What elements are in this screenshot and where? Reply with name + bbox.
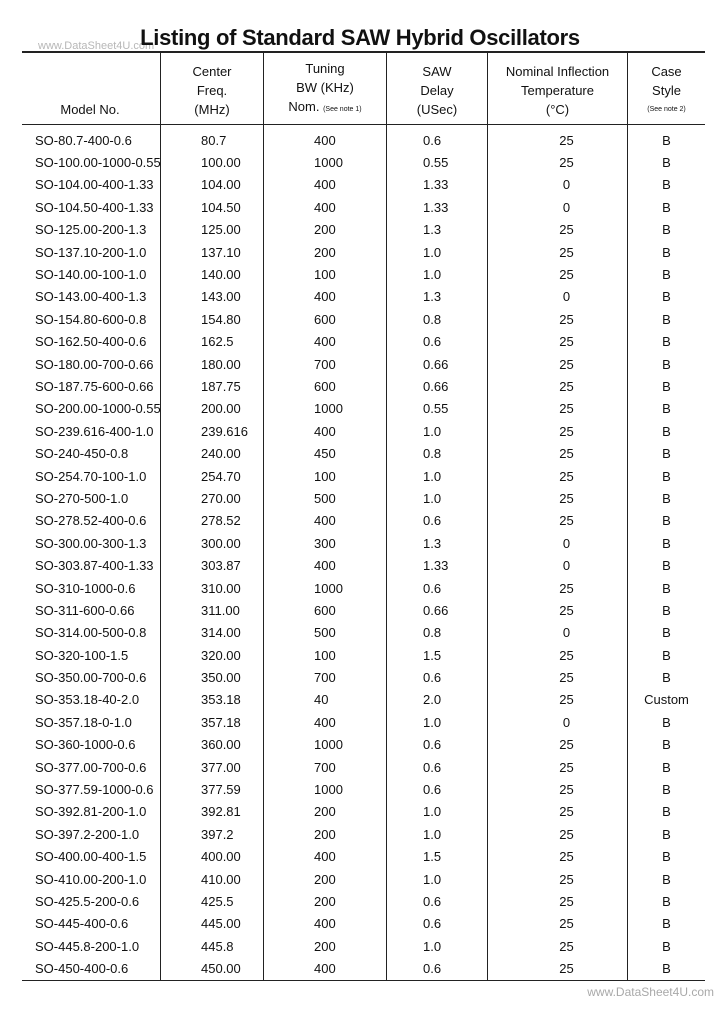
table-row bbox=[22, 644, 705, 666]
table-row bbox=[22, 125, 705, 152]
inflection-temp-cell: 25 bbox=[488, 846, 628, 868]
case-style-cell: B bbox=[628, 420, 706, 442]
tuning-bw-cell: 100 bbox=[264, 465, 387, 487]
inflection-temp-cell: 25 bbox=[488, 398, 628, 420]
saw-delay-cell: 0.6 bbox=[387, 957, 488, 980]
center-freq-cell: 360.00 bbox=[161, 734, 264, 756]
tuning-bw-cell: 500 bbox=[264, 487, 387, 509]
center-freq-cell: 425.5 bbox=[161, 890, 264, 912]
saw-delay-cell: 1.3 bbox=[387, 286, 488, 308]
table-row bbox=[22, 554, 705, 576]
table-row bbox=[22, 823, 705, 845]
case-style-cell: B bbox=[628, 711, 706, 733]
header-model bbox=[22, 52, 161, 125]
case-style-cell: B bbox=[628, 913, 706, 935]
model-cell: SO-360-1000-0.6 bbox=[35, 737, 136, 753]
saw-delay-cell: 0.8 bbox=[387, 622, 488, 644]
saw-delay-cell: 1.33 bbox=[387, 174, 488, 196]
model-cell: SO-377.59-1000-0.6 bbox=[35, 782, 154, 798]
model-cell: SO-410.00-200-1.0 bbox=[35, 871, 147, 887]
inflection-temp-cell: 25 bbox=[488, 442, 628, 464]
center-freq-cell: 137.10 bbox=[161, 241, 264, 263]
saw-delay-cell: 1.0 bbox=[387, 241, 488, 263]
model-cell: SO-125.00-200-1.3 bbox=[35, 222, 147, 238]
inflection-temp-cell: 25 bbox=[488, 331, 628, 353]
center-freq-cell: 300.00 bbox=[161, 532, 264, 554]
model-cell: SO-162.50-400-0.6 bbox=[35, 334, 147, 350]
tuning-bw-cell: 200 bbox=[264, 241, 387, 263]
header-text: Tuning bbox=[305, 61, 345, 76]
saw-delay-cell: 1.0 bbox=[387, 420, 488, 442]
saw-delay-cell: 0.6 bbox=[387, 778, 488, 800]
center-freq-cell: 200.00 bbox=[161, 398, 264, 420]
case-style-cell: B bbox=[628, 263, 706, 285]
saw-delay-cell: 0.55 bbox=[387, 151, 488, 173]
saw-delay-cell: 1.0 bbox=[387, 487, 488, 509]
inflection-temp-cell: 0 bbox=[488, 532, 628, 554]
saw-delay-cell: 0.8 bbox=[387, 308, 488, 330]
inflection-temp-cell: 25 bbox=[488, 689, 628, 711]
header-tuning-bw bbox=[264, 52, 387, 125]
model-cell: SO-445.8-200-1.0 bbox=[35, 938, 140, 954]
tuning-bw-cell: 40 bbox=[264, 689, 387, 711]
center-freq-cell: 392.81 bbox=[161, 801, 264, 823]
table-row bbox=[22, 398, 705, 420]
case-style-cell: B bbox=[628, 465, 706, 487]
center-freq-cell: 154.80 bbox=[161, 308, 264, 330]
table-row bbox=[22, 353, 705, 375]
model-cell: SO-239.616-400-1.0 bbox=[35, 423, 154, 439]
model-cell: SO-397.2-200-1.0 bbox=[35, 826, 140, 842]
model-cell: SO-314.00-500-0.8 bbox=[35, 625, 147, 641]
saw-delay-cell: 1.0 bbox=[387, 801, 488, 823]
page-title: Listing of Standard SAW Hybrid Oscillators bbox=[140, 25, 580, 50]
table-row bbox=[22, 375, 705, 397]
tuning-bw-cell: 600 bbox=[264, 375, 387, 397]
saw-delay-cell: 0.6 bbox=[387, 331, 488, 353]
model-cell: SO-104.00-400-1.33 bbox=[35, 177, 154, 193]
header-text: Case bbox=[651, 64, 682, 79]
tuning-bw-cell: 100 bbox=[264, 263, 387, 285]
table-body bbox=[22, 125, 705, 981]
center-freq-cell: 162.5 bbox=[161, 331, 264, 353]
case-style-cell: B bbox=[628, 196, 706, 218]
tuning-bw-cell: 400 bbox=[264, 174, 387, 196]
tuning-bw-cell: 1000 bbox=[264, 734, 387, 756]
center-freq-cell: 445.00 bbox=[161, 913, 264, 935]
model-cell: SO-278.52-400-0.6 bbox=[35, 513, 147, 529]
center-freq-cell: 270.00 bbox=[161, 487, 264, 509]
tuning-bw-cell: 400 bbox=[264, 125, 387, 152]
center-freq-cell: 353.18 bbox=[161, 689, 264, 711]
inflection-temp-cell: 0 bbox=[488, 622, 628, 644]
model-cell: SO-143.00-400-1.3 bbox=[35, 289, 147, 305]
header-text bbox=[266, 97, 384, 119]
header-saw-delay bbox=[387, 52, 488, 125]
inflection-temp-cell: 25 bbox=[488, 510, 628, 532]
table-header-row bbox=[22, 52, 705, 125]
center-freq-cell: 314.00 bbox=[161, 622, 264, 644]
center-freq-cell: 311.00 bbox=[161, 599, 264, 621]
case-style-cell: B bbox=[628, 935, 706, 957]
inflection-temp-cell: 25 bbox=[488, 375, 628, 397]
table-row bbox=[22, 219, 705, 241]
center-freq-cell: 310.00 bbox=[161, 577, 264, 599]
tuning-bw-cell: 400 bbox=[264, 420, 387, 442]
header-text: Nom. bbox=[288, 99, 320, 114]
watermark-top: www.DataSheet4U.com bbox=[38, 40, 155, 52]
inflection-temp-cell: 25 bbox=[488, 263, 628, 285]
center-freq-cell: 377.00 bbox=[161, 756, 264, 778]
saw-delay-cell: 0.66 bbox=[387, 375, 488, 397]
header-note: (See note 2) bbox=[647, 106, 686, 113]
saw-delay-cell: 0.66 bbox=[387, 353, 488, 375]
header-text: (°C) bbox=[545, 102, 570, 117]
case-style-cell: B bbox=[628, 957, 706, 980]
table-row bbox=[22, 151, 705, 173]
case-style-cell: B bbox=[628, 241, 706, 263]
table-row bbox=[22, 196, 705, 218]
saw-delay-cell: 1.5 bbox=[387, 644, 488, 666]
case-style-cell: B bbox=[628, 890, 706, 912]
table-row bbox=[22, 711, 705, 733]
inflection-temp-cell: 25 bbox=[488, 353, 628, 375]
tuning-bw-cell: 400 bbox=[264, 846, 387, 868]
saw-delay-cell: 1.0 bbox=[387, 935, 488, 957]
center-freq-cell: 180.00 bbox=[161, 353, 264, 375]
inflection-temp-cell: 25 bbox=[488, 913, 628, 935]
saw-delay-cell: 1.0 bbox=[387, 711, 488, 733]
saw-delay-cell: 0.6 bbox=[387, 666, 488, 688]
table-row bbox=[22, 263, 705, 285]
center-freq-cell: 100.00 bbox=[161, 151, 264, 173]
model-cell: SO-254.70-100-1.0 bbox=[35, 468, 147, 484]
center-freq-cell: 239.616 bbox=[161, 420, 264, 442]
table-row bbox=[22, 935, 705, 957]
tuning-bw-cell: 100 bbox=[264, 644, 387, 666]
model-cell: SO-311-600-0.66 bbox=[35, 602, 135, 618]
inflection-temp-cell: 0 bbox=[488, 286, 628, 308]
tuning-bw-cell: 200 bbox=[264, 219, 387, 241]
tuning-bw-cell: 700 bbox=[264, 666, 387, 688]
table-row bbox=[22, 420, 705, 442]
tuning-bw-cell: 1000 bbox=[264, 398, 387, 420]
inflection-temp-cell: 0 bbox=[488, 196, 628, 218]
inflection-temp-cell: 25 bbox=[488, 577, 628, 599]
header-note: (See note 1) bbox=[323, 106, 362, 113]
model-cell: SO-310-1000-0.6 bbox=[35, 580, 136, 596]
inflection-temp-cell: 25 bbox=[488, 420, 628, 442]
tuning-bw-cell: 400 bbox=[264, 331, 387, 353]
case-style-cell: B bbox=[628, 868, 706, 890]
case-style-cell: B bbox=[628, 442, 706, 464]
case-style-cell: B bbox=[628, 151, 706, 173]
tuning-bw-cell: 600 bbox=[264, 308, 387, 330]
model-cell: SO-180.00-700-0.66 bbox=[35, 356, 154, 372]
case-style-cell: B bbox=[628, 622, 706, 644]
saw-delay-cell: 1.3 bbox=[387, 532, 488, 554]
header-inflection-temp bbox=[488, 52, 628, 125]
inflection-temp-cell: 25 bbox=[488, 308, 628, 330]
center-freq-cell: 80.7 bbox=[161, 125, 264, 152]
case-style-cell: B bbox=[628, 286, 706, 308]
model-cell: SO-137.10-200-1.0 bbox=[35, 244, 147, 260]
inflection-temp-cell: 25 bbox=[488, 734, 628, 756]
case-style-cell: B bbox=[628, 353, 706, 375]
saw-delay-cell: 2.0 bbox=[387, 689, 488, 711]
inflection-temp-cell: 0 bbox=[488, 174, 628, 196]
model-cell: SO-240-450-0.8 bbox=[35, 446, 129, 462]
header-text: (MHz) bbox=[194, 102, 230, 117]
center-freq-cell: 350.00 bbox=[161, 666, 264, 688]
tuning-bw-cell: 500 bbox=[264, 622, 387, 644]
saw-delay-cell: 1.33 bbox=[387, 196, 488, 218]
center-freq-cell: 410.00 bbox=[161, 868, 264, 890]
model-cell: SO-445-400-0.6 bbox=[35, 916, 129, 932]
case-style-cell: B bbox=[628, 398, 706, 420]
case-style-cell: B bbox=[628, 532, 706, 554]
table-row bbox=[22, 510, 705, 532]
model-cell: SO-357.18-0-1.0 bbox=[35, 714, 132, 730]
center-freq-cell: 278.52 bbox=[161, 510, 264, 532]
inflection-temp-cell: 25 bbox=[488, 756, 628, 778]
inflection-temp-cell: 25 bbox=[488, 125, 628, 152]
header-model-label: Model No. bbox=[60, 102, 120, 117]
inflection-temp-cell: 25 bbox=[488, 644, 628, 666]
table-row bbox=[22, 442, 705, 464]
case-style-cell: B bbox=[628, 599, 706, 621]
model-cell: SO-140.00-100-1.0 bbox=[35, 267, 147, 283]
inflection-temp-cell: 25 bbox=[488, 599, 628, 621]
oscillator-table bbox=[22, 51, 705, 981]
saw-delay-cell: 0.6 bbox=[387, 890, 488, 912]
saw-delay-cell: 1.0 bbox=[387, 465, 488, 487]
case-style-cell: B bbox=[628, 125, 706, 152]
table-row bbox=[22, 577, 705, 599]
tuning-bw-cell: 400 bbox=[264, 711, 387, 733]
table-row bbox=[22, 846, 705, 868]
model-cell: SO-154.80-600-0.8 bbox=[35, 311, 147, 327]
case-style-cell: B bbox=[628, 734, 706, 756]
saw-delay-cell: 1.33 bbox=[387, 554, 488, 576]
table-row bbox=[22, 778, 705, 800]
tuning-bw-cell: 400 bbox=[264, 913, 387, 935]
center-freq-cell: 357.18 bbox=[161, 711, 264, 733]
case-style-cell: B bbox=[628, 577, 706, 599]
table-row bbox=[22, 868, 705, 890]
saw-delay-cell: 0.6 bbox=[387, 756, 488, 778]
model-cell: SO-400.00-400-1.5 bbox=[35, 849, 147, 865]
model-cell: SO-270-500-1.0 bbox=[35, 490, 129, 506]
table-row bbox=[22, 890, 705, 912]
case-style-cell: B bbox=[628, 801, 706, 823]
center-freq-cell: 240.00 bbox=[161, 442, 264, 464]
header-text: SAW bbox=[422, 64, 452, 79]
table-row bbox=[22, 331, 705, 353]
tuning-bw-cell: 450 bbox=[264, 442, 387, 464]
case-style-cell: B bbox=[628, 644, 706, 666]
center-freq-cell: 450.00 bbox=[161, 957, 264, 980]
header-text: Delay bbox=[420, 83, 454, 98]
table-row bbox=[22, 622, 705, 644]
model-cell: SO-200.00-1000-0.55 bbox=[35, 401, 161, 417]
header-text: Temperature bbox=[521, 83, 594, 98]
tuning-bw-cell: 600 bbox=[264, 599, 387, 621]
table-row bbox=[22, 913, 705, 935]
tuning-bw-cell: 200 bbox=[264, 801, 387, 823]
table-row bbox=[22, 957, 705, 980]
center-freq-cell: 397.2 bbox=[161, 823, 264, 845]
inflection-temp-cell: 25 bbox=[488, 465, 628, 487]
center-freq-cell: 445.8 bbox=[161, 935, 264, 957]
inflection-temp-cell: 25 bbox=[488, 241, 628, 263]
header-text: (USec) bbox=[416, 102, 458, 117]
case-style-cell: B bbox=[628, 554, 706, 576]
table-row bbox=[22, 487, 705, 509]
inflection-temp-cell: 25 bbox=[488, 487, 628, 509]
saw-delay-cell: 1.5 bbox=[387, 846, 488, 868]
center-freq-cell: 254.70 bbox=[161, 465, 264, 487]
center-freq-cell: 143.00 bbox=[161, 286, 264, 308]
center-freq-cell: 104.00 bbox=[161, 174, 264, 196]
saw-delay-cell: 0.55 bbox=[387, 398, 488, 420]
tuning-bw-cell: 1000 bbox=[264, 778, 387, 800]
model-cell: SO-100.00-1000-0.55 bbox=[35, 155, 161, 171]
case-style-cell: B bbox=[628, 823, 706, 845]
tuning-bw-cell: 1000 bbox=[264, 151, 387, 173]
inflection-temp-cell: 25 bbox=[488, 957, 628, 980]
inflection-temp-cell: 0 bbox=[488, 554, 628, 576]
tuning-bw-cell: 400 bbox=[264, 510, 387, 532]
center-freq-cell: 125.00 bbox=[161, 219, 264, 241]
model-cell: SO-350.00-700-0.6 bbox=[35, 670, 147, 686]
header-case-style bbox=[628, 52, 706, 125]
inflection-temp-cell: 25 bbox=[488, 823, 628, 845]
inflection-temp-cell: 25 bbox=[488, 219, 628, 241]
header-text: Freq. bbox=[196, 83, 228, 98]
model-cell: SO-80.7-400-0.6 bbox=[35, 132, 132, 148]
saw-delay-cell: 0.6 bbox=[387, 125, 488, 152]
header-center-freq bbox=[161, 52, 264, 125]
table-row bbox=[22, 599, 705, 621]
table-row bbox=[22, 801, 705, 823]
inflection-temp-cell: 25 bbox=[488, 151, 628, 173]
model-cell: SO-392.81-200-1.0 bbox=[35, 804, 147, 820]
case-style-cell: B bbox=[628, 756, 706, 778]
model-cell: SO-450-400-0.6 bbox=[35, 961, 129, 977]
saw-delay-cell: 1.0 bbox=[387, 868, 488, 890]
case-style-cell: B bbox=[628, 219, 706, 241]
tuning-bw-cell: 400 bbox=[264, 286, 387, 308]
inflection-temp-cell: 25 bbox=[488, 890, 628, 912]
center-freq-cell: 104.50 bbox=[161, 196, 264, 218]
inflection-temp-cell: 25 bbox=[488, 801, 628, 823]
case-style-cell: B bbox=[628, 510, 706, 532]
watermark-bottom: www.DataSheet4U.com bbox=[587, 985, 714, 999]
table-row bbox=[22, 666, 705, 688]
saw-delay-cell: 1.0 bbox=[387, 823, 488, 845]
inflection-temp-cell: 0 bbox=[488, 711, 628, 733]
saw-delay-cell: 0.6 bbox=[387, 734, 488, 756]
table-row bbox=[22, 734, 705, 756]
case-style-cell: B bbox=[628, 375, 706, 397]
header-text: Center bbox=[192, 64, 232, 79]
model-cell: SO-187.75-600-0.66 bbox=[35, 378, 154, 394]
model-cell: SO-377.00-700-0.6 bbox=[35, 759, 147, 775]
table-row bbox=[22, 756, 705, 778]
header-text: Style bbox=[652, 83, 681, 98]
table-row bbox=[22, 286, 705, 308]
tuning-bw-cell: 400 bbox=[264, 196, 387, 218]
center-freq-cell: 320.00 bbox=[161, 644, 264, 666]
saw-delay-cell: 1.3 bbox=[387, 219, 488, 241]
case-style-cell: Custom bbox=[628, 689, 706, 711]
model-cell: SO-425.5-200-0.6 bbox=[35, 893, 140, 909]
table-row bbox=[22, 465, 705, 487]
center-freq-cell: 140.00 bbox=[161, 263, 264, 285]
model-cell: SO-353.18-40-2.0 bbox=[35, 692, 140, 708]
table-row bbox=[22, 241, 705, 263]
saw-delay-cell: 0.6 bbox=[387, 577, 488, 599]
saw-delay-cell: 0.6 bbox=[387, 913, 488, 935]
tuning-bw-cell: 700 bbox=[264, 756, 387, 778]
center-freq-cell: 400.00 bbox=[161, 846, 264, 868]
saw-delay-cell: 0.6 bbox=[387, 510, 488, 532]
case-style-cell: B bbox=[628, 174, 706, 196]
table-row bbox=[22, 532, 705, 554]
center-freq-cell: 377.59 bbox=[161, 778, 264, 800]
case-style-cell: B bbox=[628, 331, 706, 353]
model-cell: SO-300.00-300-1.3 bbox=[35, 535, 147, 551]
table-row bbox=[22, 174, 705, 196]
inflection-temp-cell: 25 bbox=[488, 666, 628, 688]
model-cell: SO-320-100-1.5 bbox=[35, 647, 129, 663]
header-text: BW (KHz) bbox=[296, 80, 354, 95]
inflection-temp-cell: 25 bbox=[488, 935, 628, 957]
tuning-bw-cell: 200 bbox=[264, 868, 387, 890]
case-style-cell: B bbox=[628, 308, 706, 330]
model-cell: SO-104.50-400-1.33 bbox=[35, 199, 154, 215]
tuning-bw-cell: 200 bbox=[264, 890, 387, 912]
tuning-bw-cell: 400 bbox=[264, 957, 387, 980]
tuning-bw-cell: 300 bbox=[264, 532, 387, 554]
tuning-bw-cell: 1000 bbox=[264, 577, 387, 599]
case-style-cell: B bbox=[628, 846, 706, 868]
case-style-cell: B bbox=[628, 666, 706, 688]
table-row bbox=[22, 308, 705, 330]
inflection-temp-cell: 25 bbox=[488, 868, 628, 890]
center-freq-cell: 303.87 bbox=[161, 554, 264, 576]
tuning-bw-cell: 200 bbox=[264, 823, 387, 845]
tuning-bw-cell: 200 bbox=[264, 935, 387, 957]
tuning-bw-cell: 700 bbox=[264, 353, 387, 375]
inflection-temp-cell: 25 bbox=[488, 778, 628, 800]
saw-delay-cell: 1.0 bbox=[387, 263, 488, 285]
table-row bbox=[22, 689, 705, 711]
model-cell: SO-303.87-400-1.33 bbox=[35, 558, 154, 574]
case-style-cell: B bbox=[628, 778, 706, 800]
saw-delay-cell: 0.66 bbox=[387, 599, 488, 621]
saw-delay-cell: 0.8 bbox=[387, 442, 488, 464]
center-freq-cell: 187.75 bbox=[161, 375, 264, 397]
case-style-cell: B bbox=[628, 487, 706, 509]
header-text: Nominal Inflection bbox=[505, 64, 610, 79]
tuning-bw-cell: 400 bbox=[264, 554, 387, 576]
